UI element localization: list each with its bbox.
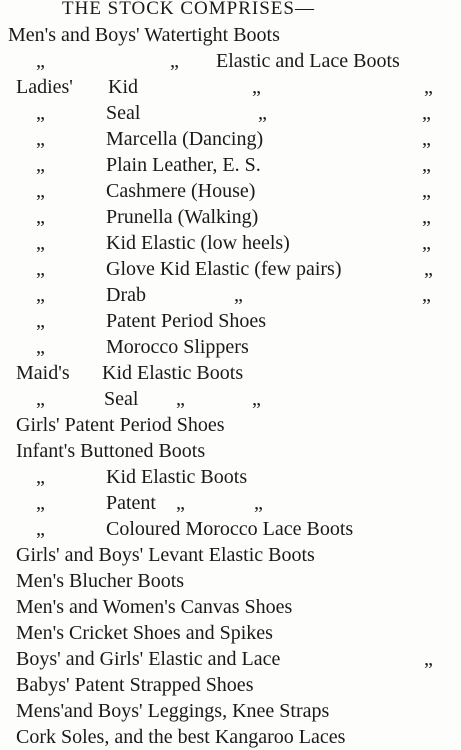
stock-line-text: „ [252, 388, 261, 410]
stock-line-text: „ [36, 518, 45, 540]
stock-line [0, 620, 461, 646]
stock-line-text: „ [36, 206, 45, 228]
stock-line-text: „ [422, 102, 431, 124]
stock-line-text: Prunella (Walking) [106, 206, 259, 228]
stock-line [0, 152, 461, 178]
stock-line-text: Kid Elastic Boots [102, 362, 244, 384]
stock-line-text: „ [422, 284, 431, 306]
stock-line-text: „ [170, 50, 179, 72]
stock-line [0, 464, 461, 490]
stock-line-text: Ladies' [16, 76, 73, 98]
stock-line [0, 438, 461, 464]
stock-line-text: „ [254, 492, 263, 514]
stock-line-text: „ [424, 258, 433, 280]
stock-line [0, 698, 461, 724]
stock-line-text: „ [36, 258, 45, 280]
stock-line-text: Elastic and Lace Boots [216, 50, 400, 72]
stock-line-text: „ [422, 232, 431, 254]
stock-line [0, 724, 461, 750]
stock-line-text: Men's and Women's Canvas Shoes [16, 596, 293, 618]
stock-line [0, 490, 461, 516]
heading-line [0, 0, 461, 22]
stock-line-text: „ [36, 50, 45, 72]
stock-line-text: „ [36, 336, 45, 358]
stock-line-text: „ [176, 388, 185, 410]
stock-line-text: Men's and Boys' Watertight Boots [8, 24, 280, 46]
stock-line-text: Men's Cricket Shoes and Spikes [16, 622, 273, 644]
stock-line-text: „ [36, 466, 45, 488]
stock-line [0, 542, 461, 568]
stock-line-text: Cashmere (House) [106, 180, 256, 202]
stock-line [0, 100, 461, 126]
stock-line [0, 334, 461, 360]
stock-line-text: Kid Elastic (low heels) [106, 232, 290, 254]
stock-line-text: „ [234, 284, 243, 306]
stock-line-text: „ [424, 648, 433, 670]
stock-line-text: „ [36, 180, 45, 202]
stock-line-text: Glove Kid Elastic (few pairs) [106, 258, 342, 280]
stock-line [0, 22, 461, 48]
stock-line [0, 48, 461, 74]
stock-line-text: „ [176, 492, 185, 514]
stock-line-text: Mens'and Boys' Leggings, Knee Straps [16, 700, 330, 722]
stock-line [0, 74, 461, 100]
stock-line-text: Kid [108, 76, 138, 98]
stock-line [0, 646, 461, 672]
stock-line-text: Plain Leather, E. S. [106, 154, 261, 176]
stock-line-text: Drab [106, 284, 146, 306]
stock-line-text: „ [36, 102, 45, 124]
stock-line-text: „ [252, 76, 261, 98]
stock-line [0, 178, 461, 204]
stock-line [0, 594, 461, 620]
stock-line-text: „ [36, 154, 45, 176]
stock-line [0, 568, 461, 594]
stock-line [0, 386, 461, 412]
stock-line [0, 360, 461, 386]
stock-line [0, 672, 461, 698]
stock-line-text: Seal [104, 388, 139, 410]
stock-line-text: „ [36, 128, 45, 150]
stock-line-text: „ [422, 206, 431, 228]
stock-line-text: Babys' Patent Strapped Shoes [16, 674, 254, 696]
stock-line-text: Morocco Slippers [106, 336, 249, 358]
stock-line-text: Girls' Patent Period Shoes [16, 414, 225, 436]
stock-line-text: „ [36, 388, 45, 410]
stock-line-text: Infant's Buttoned Boots [16, 440, 206, 462]
stock-line [0, 412, 461, 438]
stock-line-text: „ [36, 492, 45, 514]
stock-line [0, 230, 461, 256]
stock-line [0, 282, 461, 308]
stock-line-text: „ [422, 180, 431, 202]
stock-line-text: Seal [106, 102, 141, 124]
stock-line [0, 256, 461, 282]
stock-line-text: „ [36, 232, 45, 254]
stock-line-text: „ [36, 284, 45, 306]
stock-line [0, 126, 461, 152]
stock-line-text: Men's Blucher Boots [16, 570, 185, 592]
stock-line [0, 308, 461, 334]
stock-line-text: Girls' and Boys' Levant Elastic Boots [16, 544, 315, 566]
stock-line-text: „ [424, 76, 433, 98]
stock-line-text: Marcella (Dancing) [106, 128, 264, 150]
stock-line-text: „ [258, 102, 267, 124]
stock-line-text: Cork Soles, and the best Kangaroo Laces [16, 726, 346, 748]
stock-line-text: Boys' and Girls' Elastic and Lace [16, 648, 281, 670]
stock-line-text: Kid Elastic Boots [106, 466, 248, 488]
stock-line-text: Patent [106, 492, 156, 514]
stock-line-text: Patent Period Shoes [106, 310, 266, 332]
stock-line-text: Maid's [16, 362, 70, 384]
stock-line-text: Coloured Morocco Lace Boots [106, 518, 354, 540]
heading: THE STOCK COMPRISES— [62, 0, 315, 19]
stock-line-text: „ [422, 154, 431, 176]
stock-line [0, 204, 461, 230]
stock-line [0, 516, 461, 542]
stock-line-text: „ [36, 310, 45, 332]
stock-line-text: „ [422, 128, 431, 150]
